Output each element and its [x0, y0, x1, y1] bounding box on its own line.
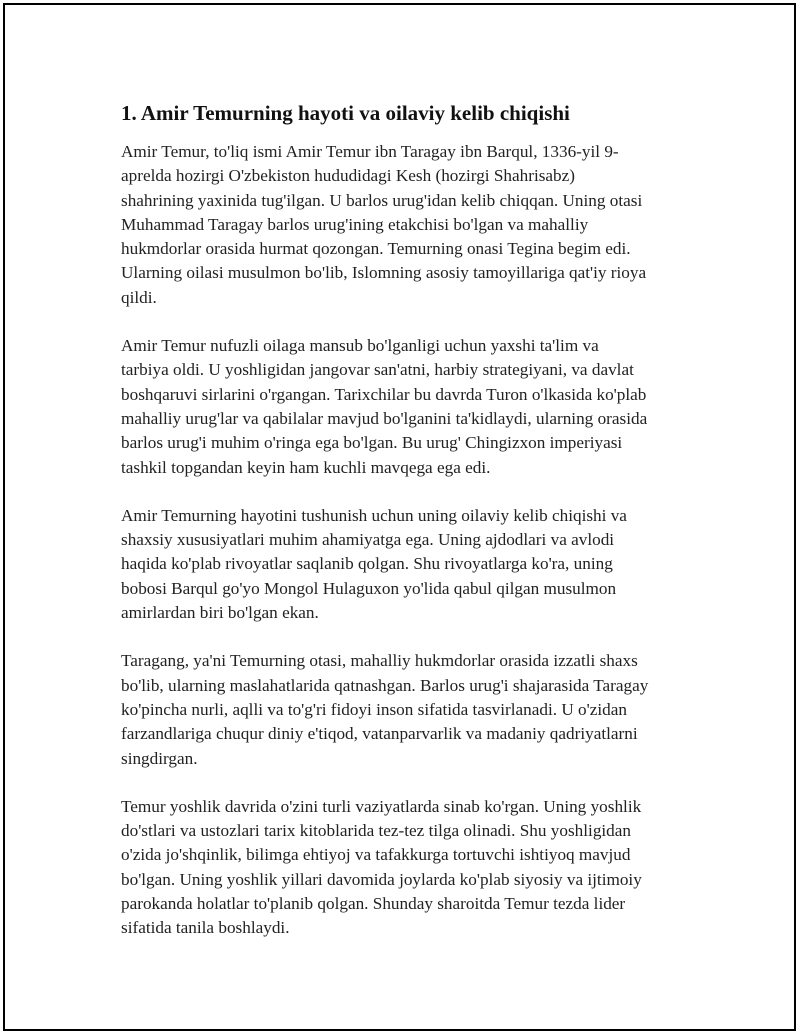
- paragraph-line: boshqaruvi sirlarini o'rgangan. Tarixchilar bu davrda Turon o'lkasida ko'plab: [121, 384, 647, 404]
- paragraph-line: singdirgan.: [121, 748, 198, 768]
- paragraph-line: Muhammad Taragay barlos urug'ining etakchisi bo'lgan va mahalliy: [121, 214, 589, 234]
- paragraph-line: ko'pincha nurli, aqlli va to'g'ri fidoyi inson sifatida tasvirlanadi. U o'zidan: [121, 699, 627, 719]
- paragraph-line: bo'lib, ularning maslahatlarida qatnashgan. Barlos urug'i shajarasida Taragay: [121, 675, 649, 695]
- paragraph-container: [121, 140, 701, 941]
- page-border: [3, 3, 796, 1031]
- paragraph-4: [121, 649, 701, 770]
- paragraph-1: [121, 140, 701, 310]
- paragraph-line: farzandlariga chuqur diniy e'tiqod, vatanparvarlik va madaniy qadriyatlarni: [121, 724, 638, 744]
- paragraph-line: shaxsiy xususiyatlari muhim ahamiyatga ega. Uning ajdodlari va avlodi: [121, 530, 615, 550]
- paragraph-line: parokanda holatlar to'planib qolgan. Shunday sharoitda Temur tezda lider: [121, 894, 626, 914]
- paragraph-line: mahalliy urug'lar va qabilalar mavjud bo'lganini ta'kidlaydi, ularning orasida: [121, 408, 648, 428]
- paragraph-line: haqida ko'plab rivoyatlar saqlanib qolgan. Shu rivoyatlarga ko'ra, uning: [121, 554, 613, 574]
- paragraph-line: bobosi Barqul go'yo Mongol Hulaguxon yo'lida qabul qilgan musulmon: [121, 578, 617, 598]
- paragraph-line: bo'lgan. Uning yoshlik yillari davomida joylarda ko'plab siyosiy va ijtimoiy: [121, 869, 642, 889]
- paragraph-line: barlos urug'i muhim o'ringa ega bo'lgan. Bu urug' Chingizxon imperiyasi: [121, 433, 623, 453]
- paragraph-line: qildi.: [121, 287, 157, 307]
- paragraph-2: [121, 334, 701, 480]
- paragraph-line: Amir Temurning hayotini tushunish uchun uning oilaviy kelib chiqishi va: [121, 505, 627, 525]
- paragraph-line: tashkil topgandan keyin ham kuchli mavqega ega edi.: [121, 457, 491, 477]
- paragraph-line: Temur yoshlik davrida o'zini turli vaziyatlarda sinab ko'rgan. Uning yoshlik: [121, 796, 642, 816]
- paragraph-line: shahrining yaxinida tug'ilgan. U barlos urug'idan kelib chiqqan. Uning otasi: [121, 190, 643, 210]
- paragraph-line: Amir Temur nufuzli oilaga mansub bo'lganligi uchun yaxshi ta'lim va: [121, 336, 599, 356]
- paragraph-5: [121, 795, 701, 941]
- paragraph-line: Ularning oilasi musulmon bo'lib, Islomning asosiy tamoyillariga qat'iy rioya: [121, 263, 647, 283]
- paragraph-3: [121, 504, 701, 625]
- paragraph-line: aprelda hozirgi O'zbekiston hududidagi Kesh (hozirgi Shahrisabz): [121, 166, 575, 186]
- section-heading: 1. Amir Temurning hayoti va oilaviy kelib chiqishi: [121, 101, 570, 125]
- paragraph-line: amirlardan biri bo'lgan ekan.: [121, 603, 319, 623]
- paragraph-line: Amir Temur, to'liq ismi Amir Temur ibn Taragay ibn Barqul, 1336-yil 9-: [121, 142, 619, 161]
- paragraph-line: sifatida tanila boshlaydi.: [121, 918, 290, 938]
- paragraph-line: Taragang, ya'ni Temurning otasi, mahalliy hukmdorlar orasida izzatli shaxs: [121, 651, 638, 671]
- paragraph-line: hukmdorlar orasida hurmat qozongan. Temurning onasi Tegina begim edi.: [121, 239, 631, 259]
- document-body: [121, 99, 701, 965]
- paragraph-line: o'zida jo'shqinlik, bilimga ehtiyoj va tafakkurga tortuvchi ishtiyoq mavjud: [121, 845, 631, 865]
- paragraph-line: tarbiya oldi. U yoshligidan jangovar san'atni, harbiy strategiyani, va davlat: [121, 360, 634, 380]
- paragraph-line: do'stlari va ustozlari tarix kitoblarida tez-tez tilga olinadi. Shu yoshligidan: [121, 821, 632, 841]
